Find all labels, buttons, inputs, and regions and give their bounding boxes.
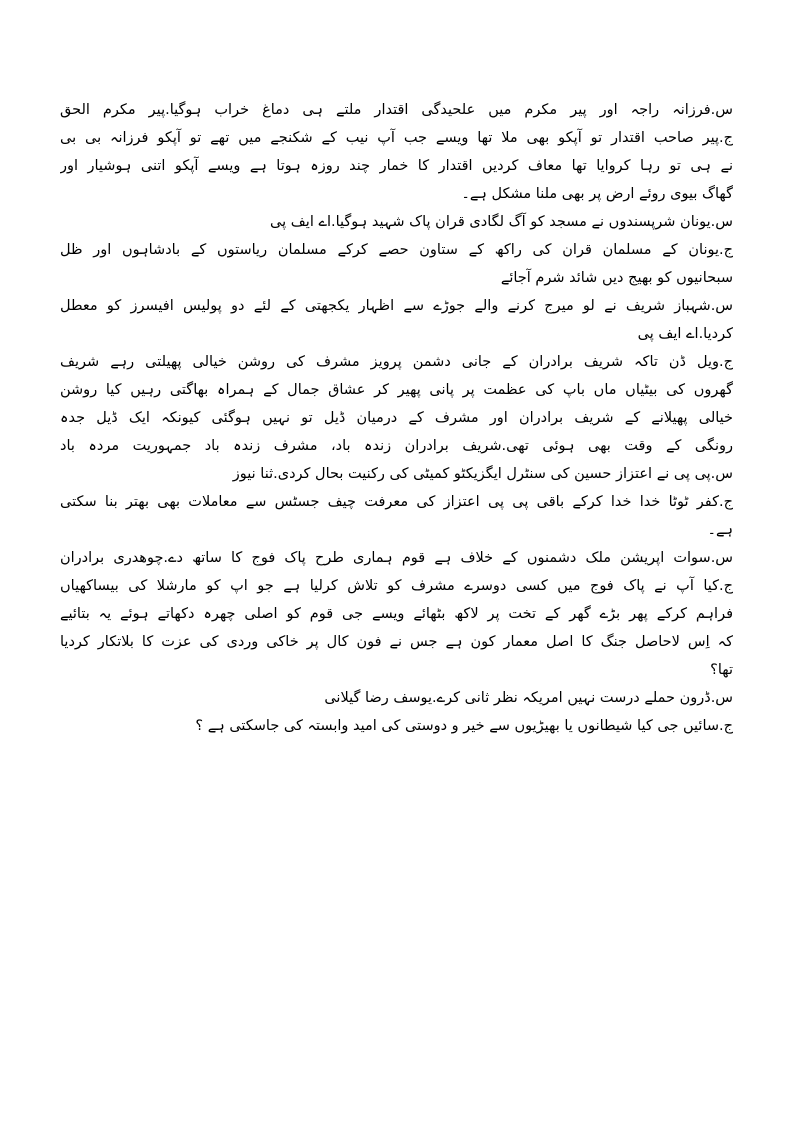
answer-line: ج.سائیں جی کیا شیطانوں یا بھیڑیوں سے خیر و دوستی کی امید وابستہ کی جاسکتی ہے ؟ — [195, 718, 733, 734]
answer-line: ج.کفر ٹوٹا خدا خدا کرکے باقی پی پی اعتزاز کی معرفت چیف جسٹس سے معاملات بھی بھتر بنا سکتی — [60, 494, 733, 510]
answer-line: سبحانیوں کو بھیج دیں شائد شرم آجائے — [500, 270, 733, 286]
question-line: س.یونان شرپسندوں نے مسجد کو آگ لگادی قران پاک شہید ہوگیا.اے ایف پی — [270, 214, 733, 230]
qa-text-block — [60, 96, 733, 740]
question-line: س.شہباز شریف نے لو میرج کرنے والے جوڑے سے اظہار یکجھتی کے لئے دو پولیس افیسرز کو معطل — [60, 298, 733, 314]
answer-line: ہے۔ — [707, 522, 733, 538]
answer-line: ج.یونان کے مسلمان قران کی راکھ کے ستاون حصے کرکے مسلمان ریاستوں کے بادشاہوں اور ظل — [60, 242, 733, 258]
question-line: س.پی پی نے اعتزاز حسین کی سنٹرل ایگزیکٹو کمیٹی کی رکنیت بحال کردی.ثنا نیوز — [232, 466, 733, 482]
answer-line: ج.ویل ڈن تاکہ شریف برادران کے جانی دشمن پرویز مشرف کی روشن خیالی پھیلتی رہے شریف — [60, 354, 733, 370]
question-line: کردیا.اے ایف پی — [637, 326, 733, 342]
question-line: س.ڈرون حملے درست نہیں امریکہ نظر ثانی کرے.یوسف رضا گیلانی — [324, 690, 733, 706]
answer-line: نے ہی تو رہا کروایا تھا معاف کردیں اقتدار کا خمار چند روزہ ہوتا ہے ویسے آپکو اتنی ہوشیار اور — [60, 158, 733, 174]
answer-line: فراہم کرکے پھر بڑے گھر کے تخت پر لاکھ بٹھائے ویسے جی قوم کو اصلی چھرہ دکھاتے ہوئے یہ بتائیے — [60, 606, 733, 622]
answer-line: کہ اِس لاحاصل جنگ کا اصل معمار کون ہے جس نے فون کال پر خاکی وردی کی عزت کا بلاتکار کردیا — [60, 634, 733, 650]
answer-line: گھاگ بیوی روئے ارض پر بھی ملنا مشکل ہے۔ — [461, 186, 733, 202]
question-line: س.سوات اپریشن ملک دشمنوں کے خلاف ہے قوم ہماری طرح پاک فوج کا ساتھ دے.چوھدری برادران — [60, 550, 733, 566]
question-line: س.فرزانہ راجہ اور پیر مکرم میں علحیدگی اقتدار ملتے ہی دماغ خراب ہوگیا.پیر مکرم الحق — [60, 102, 733, 118]
answer-line: تھا؟ — [710, 662, 733, 678]
answer-line: ج.کیا آپ نے پاک فوج میں کسی دوسرے مشرف کو تلاش کرلیا ہے جو اپ کو مارشلا کی بیساکھیاں — [60, 578, 733, 594]
answer-line: گھروں کی بیٹیاں ماں باپ کی عظمت پر پانی پھیر کر عشاق جمال کے ہمراہ بھاگتی رہیں کیا روشن — [60, 382, 733, 398]
answer-line: خیالی پھیلانے کے شریف برادران اور مشرف کے درمیان ڈیل تو نہیں ہوگئی کیونکہ ایک ڈیل جدہ — [60, 410, 733, 426]
answer-line: رونگی کے وقت بھی ہوئی تھی.شریف برادران زندہ باد، مشرف زندہ باد جمہوریت مردہ باد — [60, 438, 733, 454]
answer-line: ج.پیر صاحب اقتدار تو آپکو بھی ملا تھا ویسے جب آپ نیب کے شکنجے میں تھے تو آپکو فرزانہ بی بی — [60, 130, 733, 146]
